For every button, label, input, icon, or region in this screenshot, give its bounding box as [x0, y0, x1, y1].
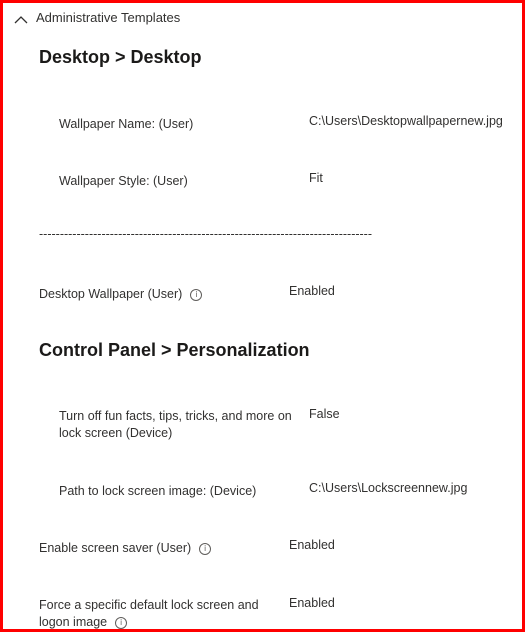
setting-value-fun-facts: False [309, 407, 340, 421]
setting-label-text: Desktop Wallpaper (User) [39, 287, 183, 301]
section-header-administrative-templates[interactable] [14, 10, 180, 25]
setting-value-lock-screen-image: Enabled [289, 596, 335, 610]
setting-label-lock-screen-image [39, 597, 279, 631]
divider-line: -------------------------------------------------------------------------------- [39, 227, 373, 241]
section-title: Administrative Templates [36, 10, 181, 25]
info-icon[interactable]: i [190, 289, 202, 301]
chevron-up-icon[interactable] [14, 13, 30, 25]
group-heading-desktop: Desktop > Desktop [39, 47, 202, 67]
setting-label-fun-facts: Turn off fun facts, tips, tricks, and more on lock screen (Device) [59, 409, 292, 440]
setting-label-text: Enable screen saver (User) [39, 541, 192, 555]
setting-value-screen-saver: Enabled [289, 538, 335, 552]
setting-value-desktop-wallpaper: Enabled [289, 284, 335, 298]
setting-value-lock-screen-path: C:\Users\Lockscreennew.jpg [309, 481, 468, 495]
setting-value-wallpaper-style: Fit [309, 171, 323, 185]
info-icon[interactable]: i [115, 617, 127, 629]
setting-label-screen-saver [39, 541, 211, 555]
setting-label-lock-screen-path: Path to lock screen image: (Device) [59, 484, 257, 498]
group-heading-personalization: Control Panel > Personalization [39, 340, 310, 360]
setting-label-wallpaper-name: Wallpaper Name: (User) [59, 117, 194, 131]
setting-value-wallpaper-name: C:\Users\Desktopwallpapernew.jpg [309, 114, 503, 128]
setting-label-wallpaper-style: Wallpaper Style: (User) [59, 174, 188, 188]
info-icon[interactable]: i [199, 543, 211, 555]
setting-label-text: Force a specific default lock screen and logon image [39, 598, 259, 629]
setting-label-desktop-wallpaper [39, 287, 202, 301]
